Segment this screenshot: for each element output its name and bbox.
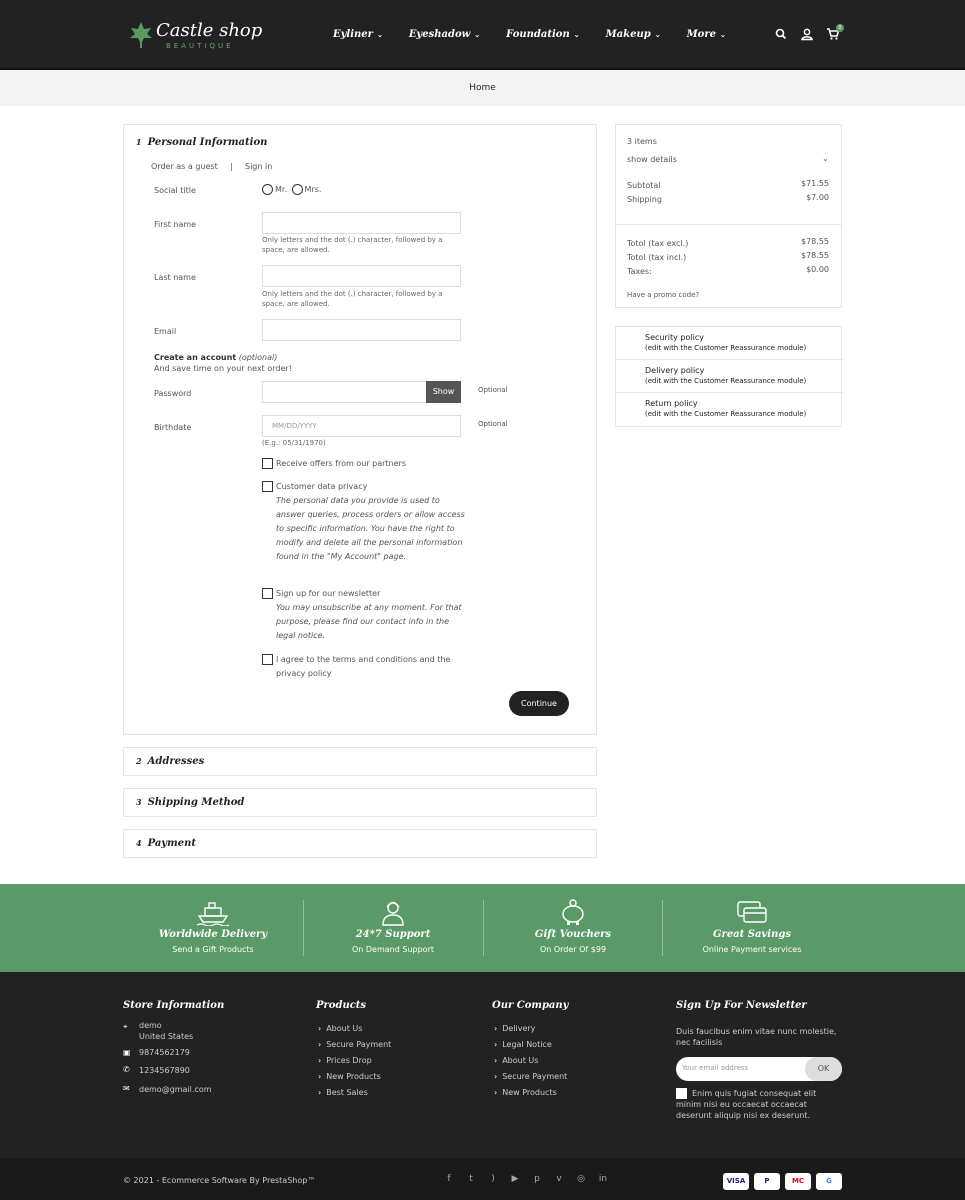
chevron-right-icon: ›: [318, 1072, 322, 1081]
footer-link[interactable]: [318, 1072, 381, 1081]
search-icon[interactable]: [774, 27, 788, 41]
step-number: 1: [136, 137, 142, 147]
separator: |: [230, 162, 233, 171]
feature-sub: Online Payment services: [702, 945, 802, 954]
guest-link[interactable]: Order as a guest: [151, 162, 218, 171]
taxes-value: $0.00: [806, 265, 829, 274]
optional-label: (optional): [238, 353, 278, 362]
logo-text: Castle shop: [156, 20, 263, 41]
chevron-down-icon: ⌄: [654, 30, 661, 39]
radio-mr-label: Mr.: [275, 185, 287, 194]
newsletter-text: You may unsubscribe at any moment. For that purpose, please find our contact info in the legal notice.: [276, 603, 462, 640]
shipping-method-step[interactable]: [123, 788, 597, 817]
link-label: Secure Payment: [326, 1040, 392, 1049]
feature-sub: Send a Gift Products: [172, 945, 254, 954]
paypal-icon: P: [754, 1173, 780, 1190]
radio-mr[interactable]: [262, 184, 273, 195]
birthdate-label: Birthdate: [154, 423, 192, 432]
linkedin-icon[interactable]: in: [598, 1174, 608, 1184]
nav-label: Foundation: [506, 29, 570, 40]
feature-vouchers: [483, 884, 663, 972]
link-label: New Products: [326, 1072, 381, 1081]
feature-sub: On Order Of $99: [539, 945, 607, 954]
password-label: Password: [154, 389, 192, 398]
show-details-link[interactable]: show details: [627, 155, 677, 164]
step-number: 4: [136, 838, 142, 848]
terms-label: I agree to the terms and conditions and the privacy policy: [276, 655, 451, 678]
company-heading: Our Company: [492, 1000, 569, 1011]
feature-savings: [662, 884, 842, 972]
offers-label: Receive offers from our partners: [276, 459, 407, 468]
site-footer: [0, 972, 965, 1158]
site-header: [0, 0, 965, 70]
terms-checkbox[interactable]: [262, 654, 273, 665]
total-excl-value: $78.55: [801, 237, 829, 246]
store-country: United States: [139, 1032, 194, 1041]
ship-icon: [195, 898, 231, 926]
first-name-field[interactable]: [262, 212, 461, 234]
privacy-text: The personal data you provide is used to answer queries, process orders or allow access to specific information. You have the right to modify and delete all the personal information found in the "My Account" page.: [276, 496, 465, 561]
first-name-hint: Only letters and the dot (.) character, followed by a space, are allowed.: [262, 236, 443, 254]
birthdate-hint: (E.g.: 05/31/1970): [262, 439, 326, 447]
footer-link[interactable]: [318, 1056, 372, 1065]
create-account-heading: [154, 353, 277, 362]
footer-link[interactable]: [494, 1040, 552, 1049]
link-label: Secure Payment: [502, 1072, 568, 1081]
radio-mrs[interactable]: [292, 184, 303, 195]
logo-subtitle: BEAUTIQUE: [166, 42, 234, 50]
store-email[interactable]: demo@gmail.com: [139, 1085, 212, 1094]
subtotal-value: $71.55: [801, 179, 829, 188]
chevron-right-icon: ›: [318, 1024, 322, 1033]
feature-title: Great Savings: [713, 929, 791, 940]
gender-radios: [262, 184, 321, 195]
create-account-label: Create an account: [154, 353, 237, 362]
pinterest-icon[interactable]: p: [534, 1174, 540, 1184]
footer-link[interactable]: [494, 1056, 538, 1065]
facebook-icon[interactable]: f: [447, 1174, 451, 1184]
feature-support: [303, 884, 483, 972]
vimeo-icon[interactable]: v: [556, 1174, 562, 1184]
reassurance-item: [616, 327, 843, 360]
store-fax: 9874562179: [139, 1048, 190, 1057]
link-label: Best Sales: [326, 1088, 368, 1097]
step-number: 2: [136, 756, 142, 766]
nav-label: More: [686, 29, 716, 40]
piggy-bank-icon: [555, 898, 591, 926]
save-time-text: And save time on your next order!: [154, 364, 292, 373]
feature-title: Worldwide Delivery: [158, 929, 268, 940]
shipping-value: $7.00: [806, 193, 829, 202]
newsletter-ok-button[interactable]: OK: [805, 1057, 842, 1081]
taxes-label: Taxes:: [627, 267, 652, 276]
link-label: New Products: [502, 1088, 557, 1097]
link-label: Prices Drop: [326, 1056, 372, 1065]
cart-count-badge: 0: [836, 24, 844, 32]
reassurance-item: [616, 360, 843, 393]
reassurance-title: Security policy: [645, 333, 704, 342]
password-field[interactable]: [262, 381, 427, 403]
signin-link[interactable]: Sign in: [245, 162, 273, 171]
birthdate-field[interactable]: [262, 415, 461, 437]
user-icon[interactable]: [800, 27, 814, 41]
location-icon: ⌖: [123, 1022, 128, 1031]
reassurance-title: Delivery policy: [645, 366, 705, 375]
password-optional: Optional: [478, 386, 508, 394]
chevron-right-icon: ›: [494, 1088, 498, 1097]
birthdate-placeholder: MM/DD/YYYY: [272, 422, 317, 430]
link-label: About Us: [502, 1056, 539, 1065]
chevron-down-icon[interactable]: ⌄: [822, 154, 829, 163]
chevron-down-icon: ⌄: [719, 30, 726, 39]
birthdate-optional: Optional: [478, 420, 508, 428]
step-title: [136, 756, 204, 767]
chevron-right-icon: ›: [494, 1056, 498, 1065]
copyright: © 2021 - Ecommerce Software By PrestaShop™: [123, 1176, 316, 1185]
radio-mrs-label: Mrs.: [304, 185, 322, 194]
nav-foundation[interactable]: [506, 29, 579, 40]
newsletter-heading: Sign Up For Newsletter: [676, 1000, 807, 1011]
nav-label: Makeup: [605, 29, 651, 40]
footer-link[interactable]: [318, 1040, 391, 1049]
step-label: Personal Information: [147, 137, 268, 148]
nav-more[interactable]: [687, 29, 726, 40]
cart-summary: [615, 124, 842, 308]
chevron-right-icon: ›: [318, 1088, 322, 1097]
promo-link[interactable]: Have a promo code?: [627, 291, 700, 299]
reassurance-block: [615, 326, 842, 427]
step-label: Payment: [147, 838, 196, 849]
breadcrumb-home[interactable]: Home: [469, 83, 496, 93]
summary-divider: [616, 224, 841, 225]
footer-link[interactable]: [494, 1024, 535, 1033]
newsletter-consent-text: Enim quis fugiat consequat elit minim nisi eu occaecat occaecat deserunt aliquip nisi ex deserunt.: [676, 1089, 817, 1120]
step-number: 3: [136, 797, 142, 807]
nav-label: Eyliner: [333, 29, 373, 40]
support-agent-icon: [375, 898, 411, 926]
feature-title: 24*7 Support: [355, 929, 431, 940]
google-pay-icon: G: [816, 1173, 842, 1190]
main-nav: [333, 29, 752, 40]
footer-link[interactable]: [494, 1072, 567, 1081]
privacy-label: [276, 480, 466, 564]
twitter-icon[interactable]: t: [469, 1174, 473, 1184]
reassurance-sub: (edit with the Customer Reassurance module): [645, 344, 807, 352]
features-banner: [0, 884, 965, 972]
store-info-heading: Store Information: [123, 1000, 225, 1011]
last-name-field[interactable]: [262, 265, 461, 287]
rss-icon[interactable]: ): [491, 1174, 495, 1184]
step-title[interactable]: [136, 137, 267, 148]
nav-makeup[interactable]: [606, 29, 661, 40]
step-label: Addresses: [147, 756, 205, 767]
link-label: About Us: [326, 1024, 363, 1033]
chevron-right-icon: ›: [318, 1056, 322, 1065]
store-phone: 1234567890: [139, 1066, 190, 1075]
newsletter-placeholder: Your email address: [682, 1064, 749, 1072]
feature-sub: On Demand Support: [351, 945, 434, 954]
logo[interactable]: [130, 18, 263, 54]
total-excl-label: Totol (tax excl.): [627, 239, 689, 248]
visa-icon: VISA: [723, 1173, 749, 1190]
email-field[interactable]: [262, 319, 461, 341]
mail-icon: ✉: [123, 1084, 130, 1093]
show-password-button[interactable]: Show: [426, 381, 461, 403]
link-label: Legal Notice: [502, 1040, 552, 1049]
last-name-hint: Only letters and the dot (.) character, followed by a space, are allowed.: [262, 290, 443, 308]
last-name-label: Last name: [154, 273, 196, 282]
items-count: 3 items: [627, 137, 657, 146]
continue-button[interactable]: Continue: [509, 691, 569, 716]
step-title: [136, 797, 244, 808]
addresses-step[interactable]: [123, 747, 597, 776]
reassurance-sub: (edit with the Customer Reassurance module): [645, 410, 807, 418]
newsletter-label: [276, 587, 466, 643]
privacy-checkbox[interactable]: [262, 481, 273, 492]
breadcrumb: [0, 70, 965, 106]
total-incl-label: Totol (tax incl.): [627, 253, 687, 262]
chevron-right-icon: ›: [494, 1040, 498, 1049]
shipping-label: Shipping: [627, 195, 662, 204]
instagram-icon[interactable]: ◎: [577, 1174, 585, 1184]
chevron-right-icon: ›: [318, 1040, 322, 1049]
footer-bottom-bar: [0, 1158, 965, 1200]
chevron-down-icon: ⌄: [376, 30, 383, 39]
offers-checkbox[interactable]: [262, 458, 273, 469]
products-heading: Products: [316, 1000, 367, 1011]
reassurance-sub: (edit with the Customer Reassurance module): [645, 377, 807, 385]
leaf-icon: [130, 22, 152, 48]
chevron-right-icon: ›: [494, 1072, 498, 1081]
store-name: demo: [139, 1021, 162, 1030]
reassurance-item: [616, 393, 843, 426]
newsletter-title: Sign up for our newsletter: [276, 589, 381, 598]
step-title: [136, 838, 196, 849]
step-label: Shipping Method: [147, 797, 245, 808]
chevron-right-icon: ›: [494, 1024, 498, 1033]
chevron-down-icon: ⌄: [474, 30, 481, 39]
email-label: Email: [154, 327, 177, 336]
chevron-down-icon: ⌄: [573, 30, 580, 39]
nav-label: Eyeshadow: [408, 29, 471, 40]
footer-link[interactable]: [318, 1088, 368, 1097]
mastercard-icon: MC: [785, 1173, 811, 1190]
phone-icon: ✆: [123, 1065, 130, 1074]
newsletter-text: Duis faucibus enim vitae nunc molestie, nec facilisis: [676, 1027, 837, 1047]
reassurance-title: Return policy: [645, 399, 698, 408]
link-label: Delivery: [502, 1024, 536, 1033]
payment-card-icon: [734, 898, 770, 926]
first-name-label: First name: [154, 220, 197, 229]
footer-link[interactable]: [318, 1024, 362, 1033]
subtotal-label: Subtotal: [627, 181, 661, 190]
feature-title: Gift Vouchers: [534, 929, 612, 940]
social-title-label: Social title: [154, 186, 196, 195]
payment-step[interactable]: [123, 829, 597, 858]
youtube-icon[interactable]: ▶: [511, 1174, 519, 1184]
total-incl-value: $78.55: [801, 251, 829, 260]
nav-eyliner[interactable]: [333, 29, 383, 40]
privacy-title: Customer data privacy: [276, 482, 368, 491]
newsletter-checkbox[interactable]: [262, 588, 273, 599]
fax-icon: ▣: [123, 1048, 131, 1057]
feature-delivery: [123, 884, 303, 972]
social-links: [438, 1174, 614, 1184]
nav-eyeshadow[interactable]: [409, 29, 480, 40]
footer-link[interactable]: [494, 1088, 557, 1097]
